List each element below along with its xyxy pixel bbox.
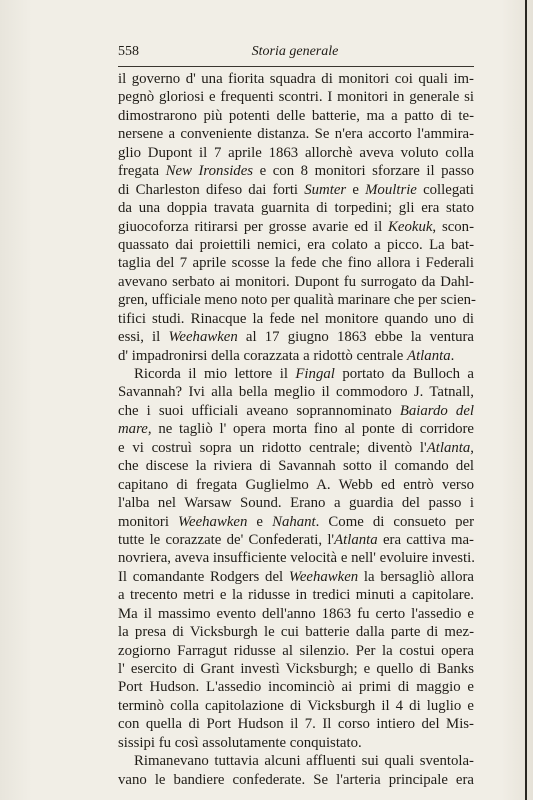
text-line: Port Hudson. L'assedio incominciò ai primi di maggio e	[118, 679, 474, 696]
text-line: di Charleston difeso dai forti Sumter e Moultrie collegati	[118, 181, 475, 198]
text-line: d' impadronirsi della corazzata a ridottò centrale Atlanta.	[118, 347, 455, 364]
italic-name: Atlanta	[334, 531, 378, 548]
text-line: terminò colla capitolazione di Vicksburgh il 4 di luglio e	[118, 697, 474, 714]
italic-name: Baiardo del	[399, 402, 474, 419]
italic-name: Fingal	[295, 366, 335, 382]
text-line: nersene a conveniente distanza. Se n'era accorto l'ammira-	[118, 126, 474, 143]
italic-name: mare	[118, 421, 148, 438]
italic-name: Keokuk	[388, 218, 433, 235]
page-header	[118, 44, 472, 64]
body-text	[118, 70, 474, 789]
italic-name: New Ironsides	[165, 163, 254, 180]
text-line: che discese la riviera di Savannah sotto il comando del	[118, 458, 474, 475]
text-line: Il comandante Rodgers del Weehawken la bersagliò allora	[118, 568, 474, 585]
italic-name: Atlanta	[407, 347, 451, 364]
text-line: glio Dupont il 7 aprile 1863 allorchè aveva voluto colla	[118, 144, 474, 161]
italic-name: Atlanta	[426, 439, 471, 456]
page-number: 558	[118, 44, 139, 59]
text-line: Ricorda il mio lettore il Fingal portato da Bulloch a	[134, 366, 474, 382]
text-line: gren, ufficiale meno noto per qualità marinare che per scien-	[118, 292, 476, 309]
text-line: che i suoi ufficiali aveano soprannominato Baiardo del	[118, 402, 474, 419]
text-line: quassato dai proiettili nemici, era colato a picco. La bat-	[118, 236, 474, 253]
text-line: e vi costruì sopra un ridotto centrale; diventò l'Atlanta,	[118, 439, 474, 456]
text-line: essi, il Weehawken al 17 giugno 1863 ebbe la ventura	[118, 329, 475, 346]
running-title: Storia generale	[251, 44, 339, 59]
text-line: Savannah? Ivi alla bella meglio il commodoro J. Tatnall,	[118, 384, 474, 401]
text-line: taglia del 7 aprile scosse la fede che fino allora i Federali	[118, 255, 474, 272]
text-line: tifici studi. Rinacque la fede nel monitore quando uno di	[118, 310, 474, 327]
italic-name: Weehawken	[288, 568, 359, 585]
text-line: monitori Weehawken e Nahant. Come di consueto per	[118, 513, 474, 530]
italic-name: Weehawken	[168, 329, 238, 346]
text-line: l'alba nel Warsaw Sound. Erano a guardia del passo i	[118, 495, 474, 512]
text-line: vano le bandiere confederate. Se l'arteria principale era	[118, 771, 474, 788]
text-line: Rimanevano tuttavia alcuni affluenti sui quali sventola-	[134, 753, 474, 770]
header-rule	[118, 66, 474, 67]
text-line: tutte le corazzate de' Confederati, l'Atlanta era cattiva ma-	[118, 531, 474, 548]
italic-name: Weehawken	[178, 513, 248, 530]
italic-name: Moultrie	[365, 181, 417, 198]
text-line: pegnò gloriosi e frequenti scontri. I monitori in generale si	[118, 89, 474, 106]
text-line: giuocoforza ritirarsi per grosse avarie ed il Keokuk, scon-	[118, 218, 474, 235]
text-line: capitano di fregata Guglielmo A. Webb ed entrò verso	[118, 476, 474, 493]
text-line: l' esercito di Grant investì Vicksburgh; e quello di Banks	[118, 661, 474, 677]
italic-name: Nahant	[272, 513, 316, 530]
text-line: fregata New Ironsides e con 8 monitori sforzare il passo	[118, 163, 474, 180]
text-line: da una doppia travata guarnita di torpedini; gli era stato	[118, 200, 474, 217]
text-line: avevano serbato ai monitori. Dupont fu surrogato da Dahl-	[118, 273, 474, 290]
text-line: il governo d' una fiorita squadra di monitori coi quali im-	[118, 71, 474, 87]
text-line: a trecento metri e la ridusse in tredici minuti a capitolare.	[118, 587, 474, 604]
text-line: Ma il massimo evento dell'anno 1863 fu certo l'assedio e	[118, 605, 474, 622]
text-line: mare, ne tagliò l' opera morta fino al ponte di corridore	[118, 421, 474, 438]
text-line: sissipi fu così assolutamente conquistato.	[118, 734, 362, 751]
text-line: la presa di Vicksburgh le cui batterie dalla parte di mez-	[118, 624, 474, 641]
text-line: con quella di Port Hudson il 7. Il corso intiero del Mis-	[118, 716, 474, 733]
text-line: dimostrarono più potenti delle batterie, ma a patto di te-	[118, 107, 474, 124]
italic-name: Sumter	[304, 181, 347, 198]
text-line: novriera, aveva insufficiente velocità e nell' evoluire investi.	[118, 550, 475, 567]
page-edge-shadow	[525, 0, 527, 800]
text-line: zogiorno Farragut ridusse al silenzio. Per la costui opera	[118, 642, 474, 659]
